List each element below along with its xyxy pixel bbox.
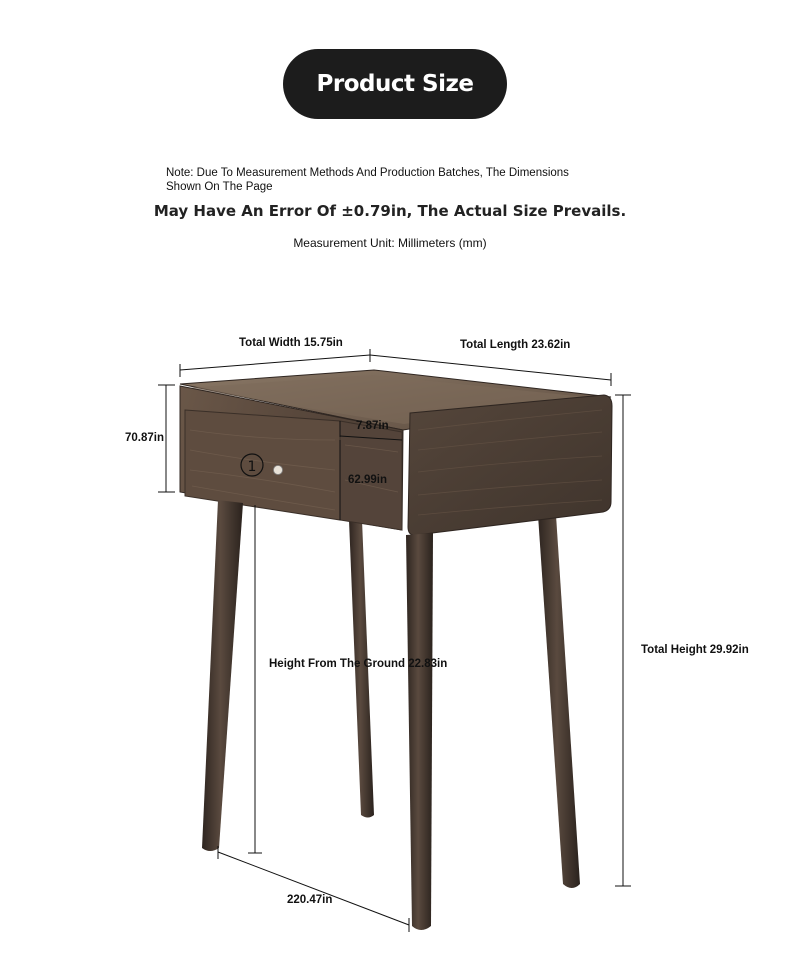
ground-height-label: Height From The Ground 22.83in bbox=[269, 658, 448, 670]
table-side-face bbox=[408, 395, 612, 535]
leg-back-right bbox=[538, 515, 580, 888]
drawer-knob bbox=[274, 466, 283, 475]
measurement-note: Note: Due To Measurement Methods And Production Batches, The Dimensions Shown On The Page bbox=[166, 167, 569, 193]
error-note: May Have An Error Of ±0.79in, The Actual Size Prevails. bbox=[153, 202, 627, 220]
leg-span-label: 220.47in bbox=[287, 894, 333, 906]
drawer-depth-label: 7.87in bbox=[356, 420, 389, 432]
leg-front-right bbox=[406, 533, 433, 930]
leg-front-left bbox=[202, 500, 243, 851]
drawer-height-label: 62.99in bbox=[348, 474, 387, 486]
total-length-label: Total Length 23.62in bbox=[460, 339, 571, 351]
total-width-label: Total Width 15.75in bbox=[239, 337, 343, 349]
total-height-label: Total Height 29.92in bbox=[641, 644, 749, 656]
callout-number: 1 bbox=[247, 459, 257, 475]
unit-note: Measurement Unit: Millimeters (mm) bbox=[293, 236, 487, 250]
top-height-label: 70.87in bbox=[125, 432, 164, 444]
product-size-title: Product Size bbox=[283, 49, 507, 119]
